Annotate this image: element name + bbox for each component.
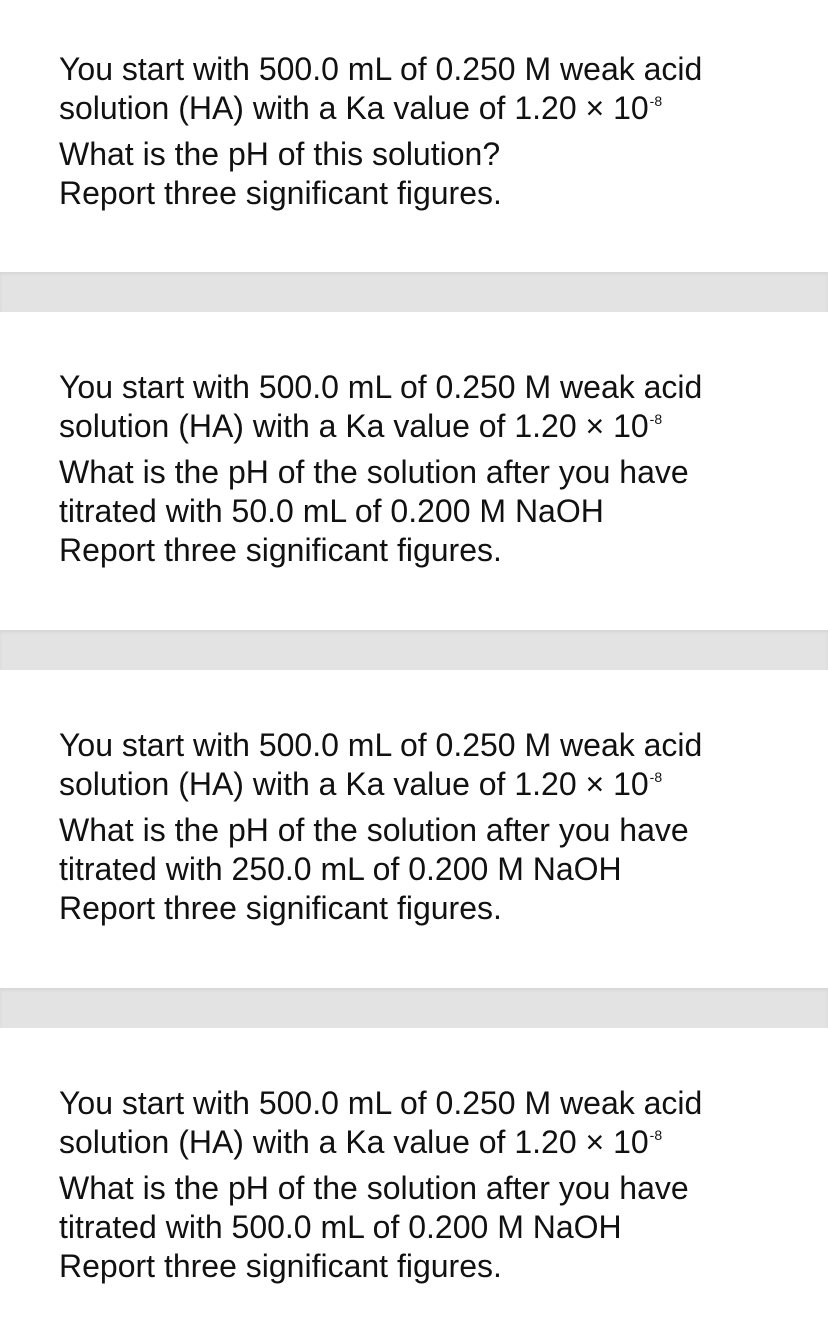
- ka-exponent: -8: [649, 769, 663, 786]
- ka-text: solution (HA) with a Ka value of 1.20 × 10: [59, 90, 649, 127]
- question-line: You start with 500.0 mL of 0.250 M weak acid: [59, 1085, 703, 1121]
- question-line-ka: [59, 407, 702, 452]
- question-line: You start with 500.0 mL of 0.250 M weak acid: [59, 51, 703, 87]
- question-line-ka: [59, 89, 702, 134]
- question-line: Report three significant figures.: [59, 1248, 502, 1285]
- question-line: What is the pH of this solution?: [59, 135, 501, 172]
- question-line: Report three significant figures.: [59, 890, 502, 927]
- question-line: Report three significant figures.: [59, 532, 502, 569]
- card-separator: [0, 630, 828, 670]
- ka-exponent: -8: [649, 1127, 663, 1144]
- card-separator: [0, 272, 828, 312]
- question-card-1: [0, 0, 828, 272]
- question-line: titrated with 50.0 mL of 0.200 M NaOH: [59, 492, 604, 529]
- question-line: titrated with 500.0 mL of 0.200 M NaOH: [59, 1208, 622, 1245]
- question-line: What is the pH of the solution after you have: [59, 1169, 689, 1206]
- question-line-ka: [59, 1123, 702, 1168]
- ka-text: solution (HA) with a Ka value of 1.20 × 10: [59, 1124, 649, 1161]
- question-text-3: [59, 726, 702, 928]
- question-line: What is the pH of the solution after you have: [59, 453, 689, 490]
- ka-exponent: -8: [649, 93, 663, 110]
- question-text-1: [59, 50, 702, 213]
- question-text-4: [59, 1084, 702, 1286]
- question-card-4: [0, 1028, 828, 1324]
- ka-text: solution (HA) with a Ka value of 1.20 × 10: [59, 766, 649, 803]
- question-text-2: [59, 368, 702, 570]
- question-line: You start with 500.0 mL of 0.250 M weak acid: [59, 369, 703, 405]
- question-line-ka: [59, 765, 702, 810]
- question-line: Report three significant figures.: [59, 174, 502, 211]
- question-line: You start with 500.0 mL of 0.250 M weak acid: [59, 727, 703, 763]
- question-line: What is the pH of the solution after you have: [59, 811, 689, 848]
- ka-text: solution (HA) with a Ka value of 1.20 × 10: [59, 408, 649, 445]
- ka-exponent: -8: [649, 411, 663, 428]
- card-separator: [0, 988, 828, 1028]
- question-card-3: [0, 670, 828, 988]
- question-card-2: [0, 312, 828, 630]
- question-line: titrated with 250.0 mL of 0.200 M NaOH: [59, 850, 622, 887]
